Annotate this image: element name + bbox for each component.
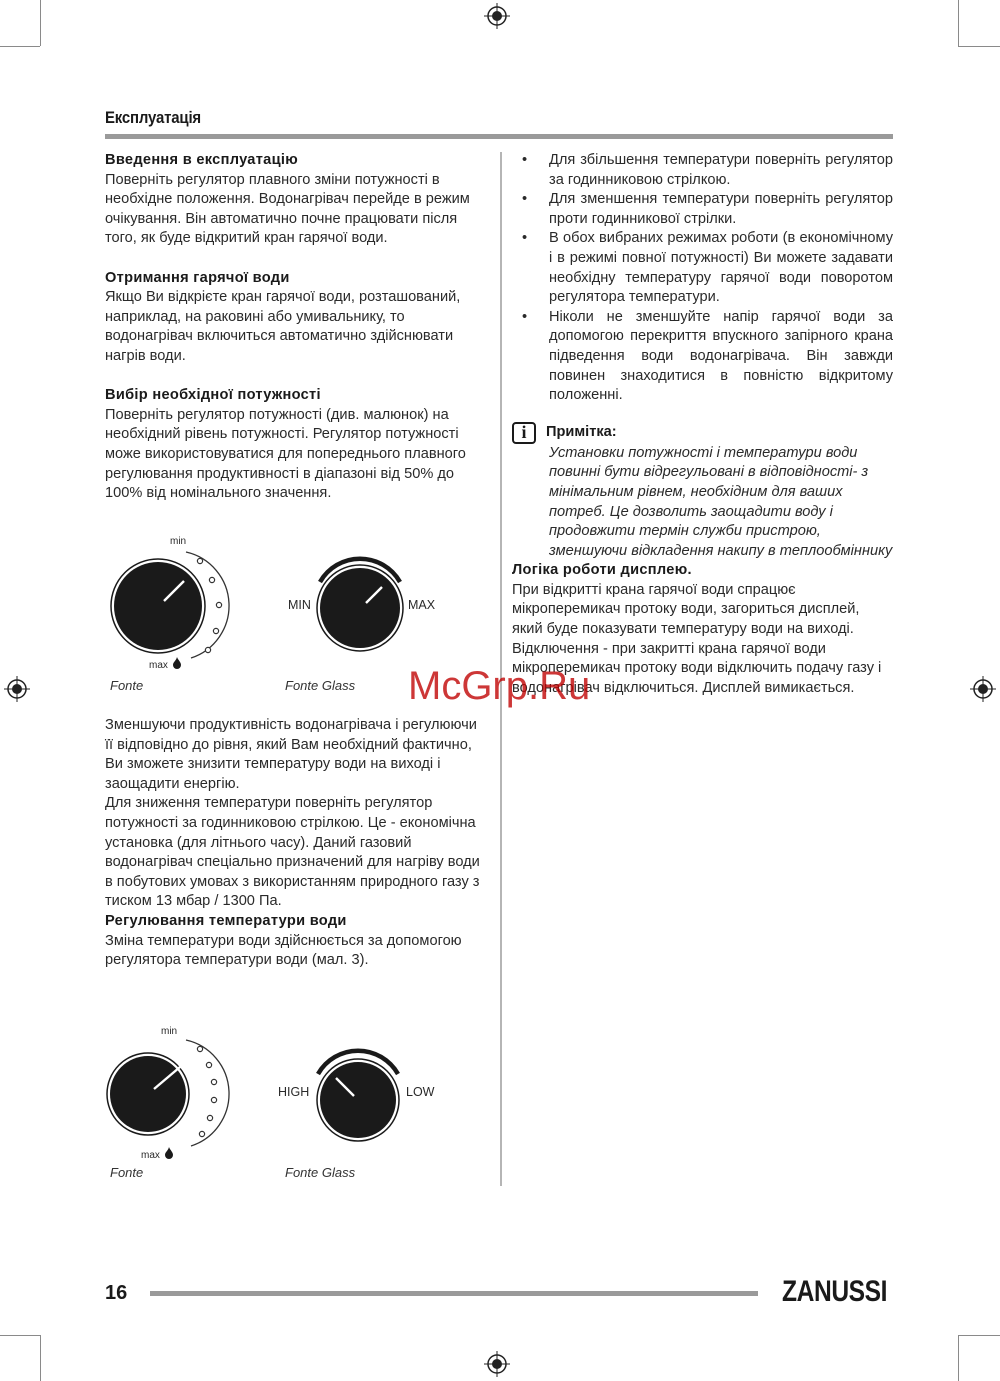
- crop-mark: [958, 1335, 1000, 1336]
- heading-hot-water: Отримання гарячої води: [105, 269, 290, 286]
- paragraph-efficiency: Зменшуючи продуктивність водонагрівача і регулюючи її відповідно до рівня, який Вам необхідний фактично, Ви зможете знизити температуру води на виході і заощадити енергію.: [105, 717, 477, 792]
- knob-label-left: MIN: [288, 598, 311, 612]
- paragraph-hot-water: Якщо Ви відкрієте кран гарячої води, розташований, наприклад, на раковині або умивальнику, то водонагрівач включиться автоматично здійснювати нагрів води.: [105, 289, 461, 364]
- knob-label-right: LOW: [406, 1085, 435, 1099]
- section-title: Експлуатація: [105, 108, 202, 127]
- caption-fonte: Fonte: [110, 678, 144, 693]
- header-rule: [105, 134, 893, 139]
- brand-logo: ZANUSSI: [782, 1275, 888, 1308]
- paragraph-commissioning: Поверніть регулятор плавного зміни потужності в необхідне положення. Водонагрівач перейде в режим очікування. Він автоматично почне працювати після того, як буде відкритий кран гарячої води.: [105, 171, 470, 247]
- knob-fonte: [100, 530, 240, 680]
- note-title: Примітка:: [546, 423, 617, 440]
- right-column: [512, 151, 893, 698]
- paragraph-display-off: Відключення - при закритті крана гарячої води мікроперемикач протоку води відключить подачу газу і водонагрівач відключиться. Дисплей вимикається.: [512, 640, 882, 696]
- paragraph-temperature: Зміна температури води здійснюється за допомогою регулятора температури води (мал. 3).: [105, 932, 462, 969]
- list-item: • В обох вибраних режимах роботи (в економічному і в режимі повної потужності) Ви можете задавати необхідну температуру гарячої води поворотом регулятора температури.: [512, 229, 893, 307]
- section-power: [105, 386, 487, 504]
- knob-max-label: max: [141, 1150, 160, 1161]
- section-commissioning: [105, 151, 487, 249]
- footer-rule: [150, 1291, 758, 1296]
- list-item: • Для зменшення температури поверніть регулятор проти годинникової стрілки.: [512, 190, 893, 229]
- crop-mark: [40, 0, 41, 46]
- caption-fonte-glass: Fonte Glass: [285, 1165, 356, 1180]
- crop-mark: [0, 1335, 40, 1336]
- left-column-middle: [105, 716, 487, 971]
- figure-temperature-knobs: [100, 1020, 490, 1190]
- section-hot-water: [105, 269, 487, 367]
- heading-display-logic: Логіка роботи дисплею.: [512, 562, 692, 579]
- crop-mark: [958, 46, 1000, 47]
- registration-mark-icon: [484, 1351, 510, 1377]
- heading-commissioning: Введення в експлуатацію: [105, 152, 298, 168]
- caption-fonte: Fonte: [110, 1165, 144, 1180]
- knob-fonte-glass: [300, 540, 420, 660]
- section-temperature: [105, 912, 487, 971]
- registration-mark-icon: [484, 3, 510, 29]
- info-icon: i: [512, 422, 536, 444]
- flame-icon: [164, 1147, 174, 1160]
- knob-fonte-glass: [298, 1032, 418, 1152]
- caption-fonte-glass: Fonte Glass: [285, 678, 356, 693]
- knob-label-left: HIGH: [278, 1085, 310, 1099]
- note-body: Установки потужності і температури води повинні бути відрегульовані в відповідності- з мінімальним рівнем, необхідним для ваших потреб. Це дозволить заощадити воду і продовжити термін служби пристрою, зменшуючи відкладення накипу в теплообміннику: [549, 444, 893, 559]
- watermark: McGrp.Ru: [408, 664, 591, 708]
- crop-mark: [0, 46, 40, 47]
- flame-icon: [172, 657, 182, 670]
- knob-label-right: MAX: [408, 598, 436, 612]
- paragraph-display-on: При відкритті крана гарячої води спрацює мікроперемикач протоку води, загориться дисплей, який буде показувати температуру води на виході.: [512, 581, 860, 638]
- paragraph-power: Поверніть регулятор потужності (див. малюнок) на необхідний рівень потужності. Регулятор потужності може використовуватися для попереднього плавного регулювання продуктивності в діапазоні від 50% до 100% від номінального значення.: [105, 406, 466, 502]
- crop-mark: [958, 1335, 959, 1381]
- knob-min-label: min: [170, 536, 187, 547]
- registration-mark-icon: [970, 676, 996, 702]
- knob-min-label: min: [161, 1026, 178, 1037]
- page-number: 16: [105, 1282, 128, 1304]
- paragraph-lower-temperature: Для зниження температури поверніть регулятор потужності за годинниковою стрілкою. Це - економічна установка (для літнього часу). Даний газовий водонагрівач спеціально призначений для нагріву води в побутових умовах з використанням природного газу з тиском 13 мбар / 1300 Па.: [105, 795, 480, 910]
- left-column-top: [105, 151, 487, 504]
- registration-mark-icon: [4, 676, 30, 702]
- list-item: • Ніколи не зменшуйте напір гарячої води за допомогою перекриття впускного запірного крана підведення води водонагрівача. Він завжди повинен знаходитися в повністю відкритому положенні.: [512, 308, 893, 406]
- crop-mark: [40, 1335, 41, 1381]
- note-header: [512, 422, 893, 444]
- list-item: • Для збільшення температури поверніть регулятор за годинниковою стрілкою.: [512, 151, 893, 190]
- heading-temperature: Регулювання температури води: [105, 912, 347, 929]
- crop-mark: [958, 0, 959, 46]
- temperature-bullet-list: [512, 151, 893, 406]
- heading-power: Вибір необхідної потужності: [105, 387, 321, 404]
- knob-max-label: max: [149, 660, 168, 671]
